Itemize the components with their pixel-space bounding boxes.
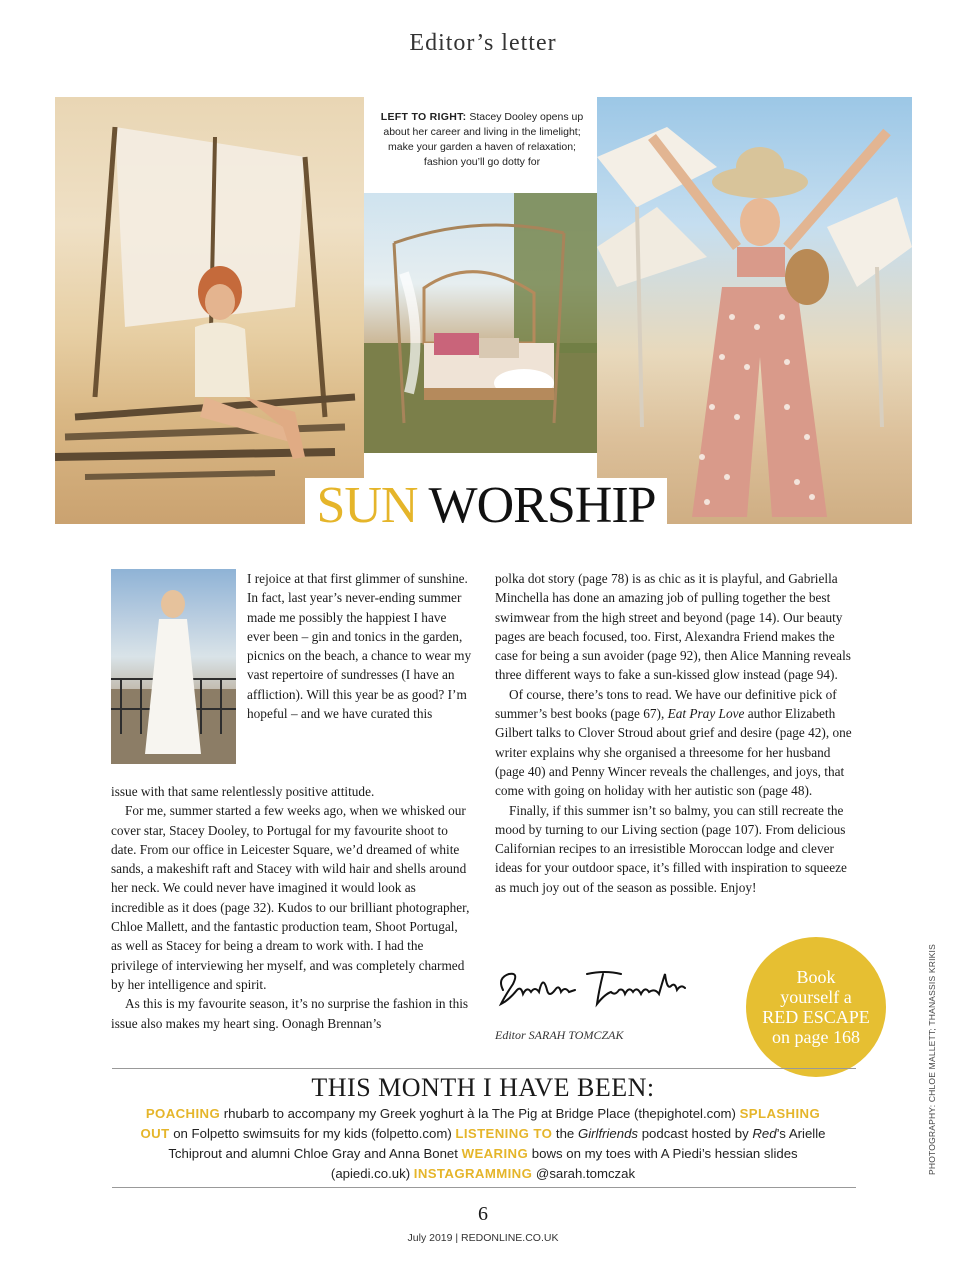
badge-line-2: yourself a xyxy=(780,987,852,1007)
title-word-sun: SUN xyxy=(316,477,418,534)
letter-column-1 xyxy=(111,782,472,1033)
item-splashing-out: on Folpetto swimsuits for my kids (folpetto.com) xyxy=(169,1126,456,1141)
this-month-list xyxy=(140,1104,826,1184)
section-header: Editor’s letter xyxy=(409,30,557,56)
editor-name-line: Editor SARAH TOMCZAK xyxy=(495,1028,624,1042)
editor-portrait-photo xyxy=(111,569,236,764)
item-poaching: rhubarb to accompany my Greek yoghurt à la The Pig at Bridge Place (thepighotel.com) xyxy=(220,1106,740,1121)
photo-polka-dot-fashion xyxy=(597,97,912,524)
page-footer: July 2019 | REDONLINE.CO.UK xyxy=(407,1232,559,1244)
keyword-poaching: POACHING xyxy=(145,1106,221,1121)
article-title xyxy=(305,478,667,534)
keyword-listening-to: LISTENING TO xyxy=(455,1126,553,1141)
website: REDONLINE.CO.UK xyxy=(461,1232,559,1244)
item-listening-a: the xyxy=(552,1126,578,1141)
caption-text: Stacey Dooley opens up about her career and living in the limelight; make your garden a haven of relaxation; fashion you’ll go dotty for xyxy=(383,111,584,168)
photo-caption xyxy=(370,110,594,170)
keyword-instagramming: INSTAGRAMMING xyxy=(413,1166,533,1181)
title-word-worship: WORSHIP xyxy=(428,477,656,534)
item-listening-c: ’s Arielle Tchiprout and alumni Chloe Gray and Anna Bonet xyxy=(168,1126,826,1161)
letter-intro-wrap xyxy=(247,569,472,723)
photo-credit-text: PHOTOGRAPHY: CHLOE MALLETT; THANASSIS KRIKIS xyxy=(927,944,937,1175)
letter-paragraph-4 xyxy=(495,685,857,801)
letter-paragraph-5: Finally, if this summer isn’t so balmy, you can still recreate the mood by turning to our Living section (page 107). From delicious Californian recipes to an irresistible Moroccan lodge and clever ideas for your outdoor space, it’s filled with inspiration to squeeze as much joy out of the season as possible. Enjoy! xyxy=(495,802,847,895)
item-instagramming: @sarah.tomczak xyxy=(532,1166,636,1181)
badge-line-4: on page 168 xyxy=(772,1027,860,1047)
book-title: Eat Pray Love xyxy=(667,706,745,722)
photo-stacey-raft xyxy=(55,97,364,524)
badge-line-3: RED ESCAPE xyxy=(762,1007,870,1027)
letter-column-2 xyxy=(495,569,857,897)
item-wearing: bows on my toes with A Piedi’s hessian slides (apiedi.co.uk) xyxy=(330,1146,798,1181)
red-escape-badge xyxy=(746,937,886,1077)
issue-date: July 2019 xyxy=(407,1232,453,1244)
item-listening-b: podcast hosted by xyxy=(638,1126,753,1141)
p4-text-b: author Elizabeth Gilbert talks to Clover Stroud about grief and desire (page 42), one writer explains why she organised a threesome for her husband (page 40) and Penny Wincer reveals the challenges, and joys, that come with going on holiday with her autistic son (page 48). xyxy=(495,706,852,799)
divider-bottom xyxy=(112,1187,856,1188)
photo-garden-bed xyxy=(364,193,597,453)
this-month-heading: THIS MONTH I HAVE BEEN: xyxy=(311,1073,655,1102)
letter-paragraph-3: As this is my favourite season, it’s no surprise the fashion in this issue also makes my heart sing. Oonagh Brennan’s xyxy=(111,996,469,1031)
letter-intro: I rejoice at that first glimmer of sunshine. In fact, last year’s never-ending summer made me possibly the happiest I have ever been – gin and tonics in the garden, picnics on the beach, a chance to wear my vast repertoire of sundresses (I have an affliction). Will this year be as good? I’m hopeful – and we have curated this xyxy=(247,571,472,722)
photo-credit xyxy=(923,935,939,1175)
letter-intro-continued: issue with that same relentlessly positive attitude. xyxy=(111,784,375,799)
p4-text-a: Of course, there’s tons to read. We have our definitive pick of summer’s best books (page 67), xyxy=(495,686,837,722)
magazine-name: Red xyxy=(752,1126,777,1141)
divider-top xyxy=(112,1068,856,1069)
podcast-title: Girlfriends xyxy=(577,1126,639,1141)
page-number: 6 xyxy=(478,1203,488,1225)
keyword-wearing: WEARING xyxy=(461,1146,529,1161)
caption-lead: LEFT TO RIGHT: xyxy=(380,111,467,123)
keyword-splashing-out: SPLASHING OUT xyxy=(140,1106,821,1141)
editor-signature xyxy=(495,960,695,1016)
letter-paragraph-3-continued: polka dot story (page 78) is as chic as it is playful, and Gabriella Minchella has done an amazing job of pulling together the best swimwear from the high street and beyond (page 14). Our beauty pages are beach focused, too. First, Alexandra Friend makes the case for being a sun avoider (page 92), then Alice Manning reveals three different ways to fake a sun-kissed glow instead (page 94). xyxy=(495,571,851,683)
letter-paragraph-2: For me, summer started a few weeks ago, when we whisked our cover star, Stacey Dooley, to Portugal for my favourite shoot to date. From our office in Leicester Square, we’d dreamed of white sands, a makeshift raft and Stacey with wild hair and shells around her neck. We could never have imagined it would look as incredible as it does (page 32). Kudos to our brilliant photographer, Chloe Mallett, and the fantastic production team, Shoot Portugal, as well as Stacey for being a dream to work with. I had the privilege of interviewing her myself, and was completely charmed by her intelligence and spirit. xyxy=(111,803,470,992)
badge-line-1: Book xyxy=(796,967,836,987)
